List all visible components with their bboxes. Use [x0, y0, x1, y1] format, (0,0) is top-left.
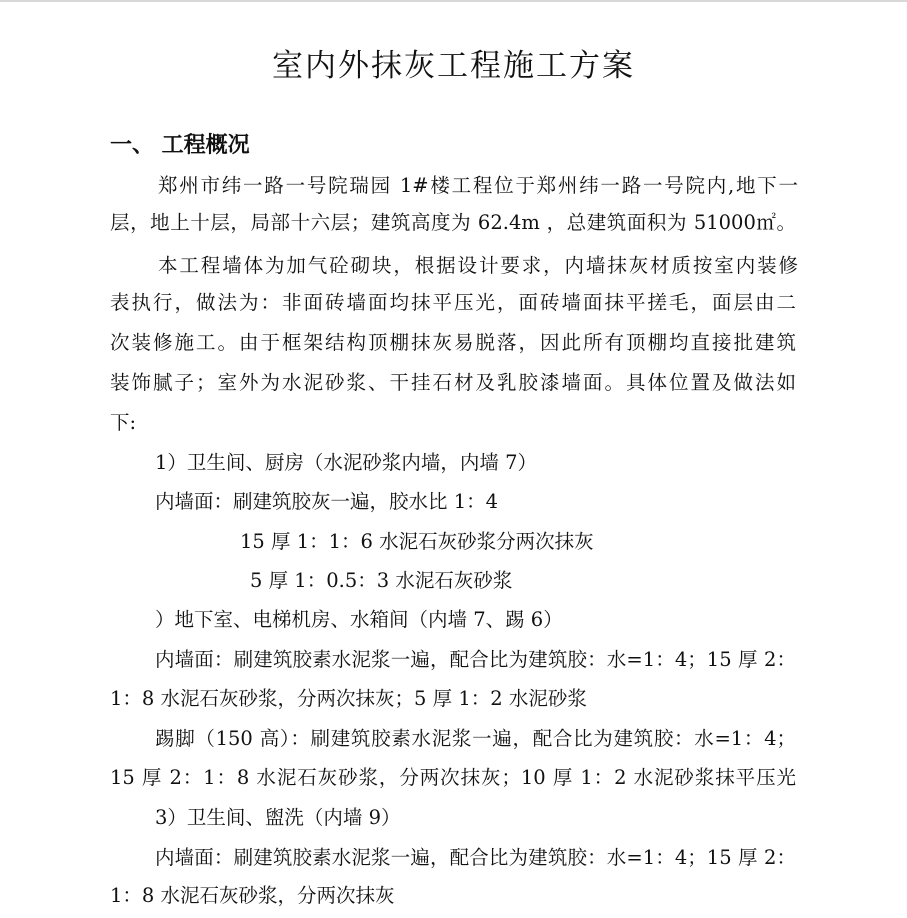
paragraph-line: 下: [110, 411, 137, 434]
list-item-heading: 3）卫生间、盥洗（内墙 9） [155, 806, 401, 829]
list-item-heading: 1）卫生间、厨房（水泥砂浆内墙，内墙 7） [155, 451, 538, 474]
paragraph-line: 本工程墙体为加气砼砌块，根据设计要求，内墙抹灰材质按室内装修 [158, 254, 798, 277]
paragraph-line: 装饰腻子；室外为水泥砂浆、干挂石材及乳胶漆墙面。具体位置及做法如 [110, 371, 796, 394]
paragraph-line: 郑州市纬一路一号院瑞园 1#楼工程位于郑州纬一路一号院内,地下一 [158, 174, 798, 197]
list-item-detail: 内墙面：刷建筑胶素水泥浆一遍，配合比为建筑胶：水=1：4；15 厚 2： [155, 846, 796, 869]
paragraph-line: 层，地上十层，局部十六层；建筑高度为 62.4m ，总建筑面积为 51000㎡。 [110, 211, 796, 234]
document-title: 室内外抹灰工程施工方案 [272, 48, 635, 84]
paragraph-line: 表执行，做法为：非面砖墙面均抹平压光，面砖墙面抹平搓毛，面层由二 [110, 291, 796, 314]
section-heading: 一、 工程概况 [110, 133, 250, 158]
list-item-detail: 1：8 水泥石灰砂浆，分两次抹灰 [110, 884, 395, 907]
list-item-detail: 内墙面：刷建筑胶灰一遍，胶水比 1：4 [155, 490, 499, 513]
list-item-detail: 15 厚 2：1：8 水泥石灰砂浆，分两次抹灰；10 厚 1：2 水泥砂浆抹平压光 [110, 766, 796, 789]
paragraph-line: 次装修施工。由于框架结构顶棚抹灰易脱落，因此所有顶棚均直接批建筑 [110, 331, 796, 354]
list-item-detail: 踢脚（150 高）：刷建筑胶素水泥浆一遍，配合比为建筑胶：水=1：4； [155, 727, 796, 750]
list-item-detail: 内墙面：刷建筑胶素水泥浆一遍，配合比为建筑胶：水=1：4；15 厚 2： [155, 648, 796, 671]
list-item-heading: ）地下室、电梯机房、水箱间（内墙 7、踢 6） [155, 608, 563, 631]
list-item-detail: 15 厚 1：1：6 水泥石灰砂浆分两次抹灰 [240, 530, 594, 553]
list-item-detail: 5 厚 1：0.5：3 水泥石灰砂浆 [250, 569, 513, 592]
list-item-detail: 1：8 水泥石灰砂浆，分两次抹灰；5 厚 1：2 水泥砂浆 [110, 687, 587, 710]
